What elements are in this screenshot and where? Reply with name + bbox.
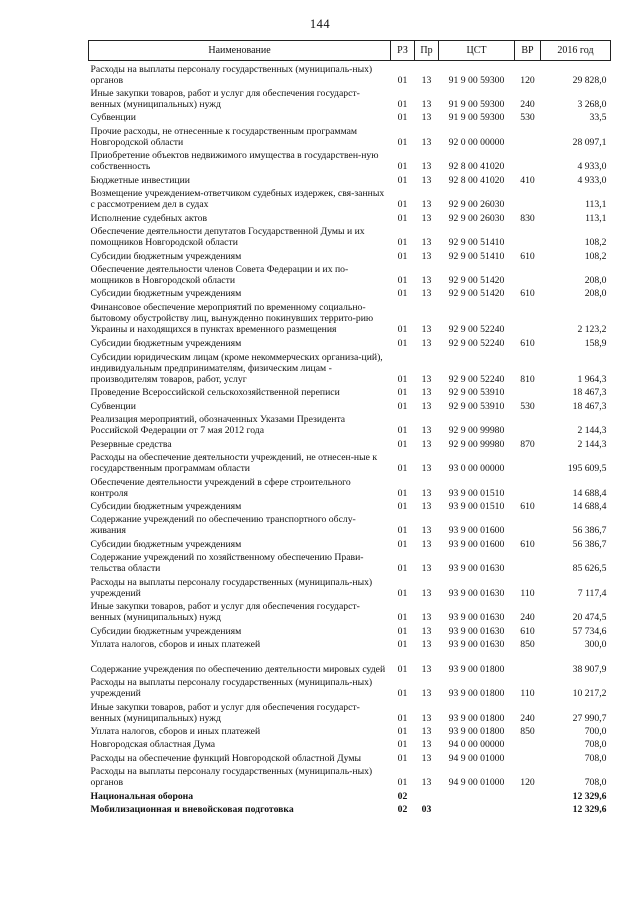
cell-pr: 13: [421, 739, 432, 751]
cell-rz: 01: [397, 250, 408, 262]
cell-name: Расходы на выплаты персоналу государственных (муниципаль-ных) учреждений: [90, 677, 373, 700]
table-row: [89, 650, 611, 675]
cell-sum: 208,0: [584, 275, 607, 287]
cell-cst: 92 9 00 99980: [448, 425, 505, 437]
table-row: [89, 550, 611, 575]
cell-name: Иные закупки товаров, работ и услуг для обеспечения государст-венных (муниципальных) нужд: [90, 701, 360, 724]
cell-rz: 01: [397, 212, 408, 224]
cell-pr: 13: [421, 500, 432, 512]
cell-vr: [515, 385, 541, 398]
cell-rz: 01: [397, 752, 408, 764]
cell-sum: 108,2: [584, 250, 607, 262]
cell-pr: 13: [421, 400, 432, 412]
cell-vr: 610: [520, 337, 535, 349]
cell-vr: 610: [520, 500, 535, 512]
cell-rz: 01: [397, 337, 408, 349]
table-row: [89, 224, 611, 249]
cell-sum: 2 144,3: [577, 438, 607, 450]
cell-pr: 13: [421, 324, 432, 336]
cell-cst: 92 9 00 52240: [448, 324, 505, 336]
cell-rz: 01: [397, 688, 408, 700]
cell-pr: 03: [421, 804, 432, 816]
cell-name: Бюджетные инвестиции: [90, 174, 190, 186]
cell-sum: 4 933,0: [577, 161, 607, 173]
cell-name: Обеспечение деятельности депутатов Государственной Думы и их помощников Новгородской области: [90, 226, 365, 249]
cell-vr: 110: [520, 688, 535, 700]
cell-name: Резервные средства: [90, 438, 172, 450]
cell-name: Иные закупки товаров, работ и услуг для обеспечения государст-венных (муниципальных) нужд: [90, 601, 360, 624]
cell-name: Реализация мероприятий, обозначенных Указами Президента Российской Федерации от 7 мая 2012 года: [90, 414, 346, 437]
cell-rz: 01: [397, 639, 408, 651]
cell-vr: [515, 737, 541, 750]
cell-name: Иные закупки товаров, работ и услуг для обеспечения государст-венных (муниципальных) нужд: [90, 88, 360, 110]
cell-name: Новгородская областная Дума: [90, 739, 216, 751]
cell-rz: 01: [397, 587, 408, 599]
table-row: [89, 148, 611, 173]
cell-pr: [415, 788, 439, 801]
cell-sum: 85 626,5: [572, 563, 607, 575]
cell-rz: 01: [397, 161, 408, 173]
header-vr: ВР: [515, 41, 541, 61]
cell-vr: 850: [520, 639, 535, 651]
cell-rz: 01: [397, 425, 408, 437]
table-row: [89, 724, 611, 737]
cell-rz: 01: [397, 199, 408, 211]
cell-pr: 13: [421, 288, 432, 300]
cell-vr: 530: [520, 400, 535, 412]
cell-vr: 120: [520, 74, 535, 86]
header-pr: Пр: [415, 41, 439, 61]
cell-cst: 92 9 00 26030: [448, 199, 505, 211]
cell-sum: 2 144,3: [577, 425, 607, 437]
cell-pr: 13: [421, 525, 432, 537]
cell-vr: 410: [520, 174, 535, 186]
cell-sum: 708,0: [584, 739, 607, 751]
cell-vr: 870: [520, 438, 535, 450]
cell-vr: [515, 650, 541, 675]
cell-sum: 14 688,4: [572, 500, 607, 512]
cell-vr: [515, 299, 541, 335]
cell-pr: 13: [421, 425, 432, 437]
cell-vr: 240: [520, 99, 535, 110]
cell-pr: 13: [421, 212, 432, 224]
table-row: [89, 210, 611, 223]
cell-pr: 13: [421, 275, 432, 287]
cell-vr: [515, 123, 541, 148]
table-row: [89, 86, 611, 111]
cell-sum: 56 386,7: [572, 525, 607, 537]
table-row: [89, 512, 611, 537]
cell-rz: 01: [397, 500, 408, 512]
cell-rz: 02: [397, 804, 408, 816]
cell-cst: 93 9 00 01510: [448, 500, 505, 512]
cell-vr: [515, 450, 541, 475]
table-row: [89, 286, 611, 299]
cell-sum: 208,0: [584, 288, 607, 300]
cell-name: Содержание учреждений по хозяйственному обеспечению Прави-тельства области: [90, 552, 364, 575]
cell-vr: 610: [520, 538, 535, 550]
cell-cst: 92 9 00 51420: [448, 288, 505, 300]
cell-sum: 300,0: [584, 639, 607, 651]
cell-pr: 13: [421, 438, 432, 450]
cell-rz: 01: [397, 400, 408, 412]
cell-name: Расходы на выплаты персоналу государственных (муниципаль-ных) органов: [90, 766, 373, 789]
cell-cst: 93 0 00 00000: [448, 463, 505, 475]
cell-sum: 14 688,4: [572, 487, 607, 499]
cell-name: Субсидии юридическим лицам (кроме некоммерческих организа-ций), индивидуальным предпринимателям, физическим лицам - производителям товаров, работ, услуг: [90, 351, 383, 385]
cell-name: Субсидии бюджетным учреждениям: [90, 500, 242, 512]
cell-name: Субсидии бюджетным учреждениям: [90, 250, 242, 262]
table-row: [89, 536, 611, 549]
cell-cst: [439, 788, 515, 801]
cell-vr: [515, 802, 541, 815]
cell-pr: 13: [421, 99, 432, 110]
cell-vr: [515, 474, 541, 499]
cell-sum: 158,9: [584, 337, 607, 349]
cell-vr: 120: [520, 777, 535, 789]
cell-rz: 01: [397, 538, 408, 550]
cell-pr: 13: [421, 752, 432, 764]
cell-name: Расходы на обеспечение деятельности учреждений, не отнесен-ные к государственным программам области: [90, 452, 378, 475]
table-row: [89, 788, 611, 801]
cell-sum: 195 609,5: [567, 463, 607, 475]
cell-rz: 01: [397, 725, 408, 737]
cell-pr: 13: [421, 688, 432, 700]
cell-cst: 93 9 00 01510: [448, 487, 505, 499]
table-row: [89, 737, 611, 750]
cell-vr: [515, 186, 541, 211]
cell-sum: 12 329,6: [572, 790, 607, 802]
table-row: [89, 699, 611, 724]
table-row: [89, 802, 611, 815]
page-number: 144: [309, 17, 331, 31]
cell-name: Обеспечение деятельности членов Совета Федерации и их по-мощников в Новгородской области: [90, 264, 349, 287]
cell-cst: 93 9 00 01800: [448, 712, 505, 724]
table-row: [89, 412, 611, 437]
cell-sum: 33,5: [589, 112, 607, 124]
table-row: [89, 574, 611, 599]
cell-sum: 4 933,0: [577, 174, 607, 186]
cell-pr: 13: [421, 487, 432, 499]
table-row: [89, 637, 611, 650]
cell-pr: 13: [421, 663, 432, 675]
cell-pr: 13: [421, 625, 432, 637]
cell-rz: 01: [397, 387, 408, 399]
table-row: [89, 398, 611, 411]
cell-pr: 13: [421, 612, 432, 624]
cell-name: Проведение Всероссийской сельскохозяйственной переписи: [90, 387, 340, 399]
cell-name: Уплата налогов, сборов и иных платежей: [90, 725, 261, 737]
cell-name: Национальная оборона: [90, 790, 194, 802]
cell-pr: 13: [421, 74, 432, 86]
cell-vr: [515, 750, 541, 763]
cell-pr: 13: [421, 199, 432, 211]
cell-cst: 93 9 00 01630: [448, 587, 505, 599]
cell-pr: 13: [421, 373, 432, 385]
cell-pr: 13: [421, 136, 432, 148]
table-row: [89, 110, 611, 123]
cell-cst: 92 9 00 99980: [448, 438, 505, 450]
table-row: [89, 599, 611, 624]
cell-sum: 56 386,7: [572, 538, 607, 550]
cell-name: Субсидии бюджетным учреждениям: [90, 538, 242, 550]
table-row: [89, 262, 611, 287]
table-row: [89, 474, 611, 499]
table-row: [89, 764, 611, 789]
cell-cst: 93 9 00 01630: [448, 563, 505, 575]
cell-name: Расходы на выплаты персоналу государственных (муниципаль-ных) органов: [90, 63, 373, 86]
cell-sum: 108,2: [584, 237, 607, 249]
cell-name: Исполнение судебных актов: [90, 212, 208, 224]
cell-sum: 27 990,7: [572, 712, 607, 724]
header-year: 2016 год: [541, 41, 611, 61]
cell-pr: 13: [421, 387, 432, 399]
cell-rz: 01: [397, 324, 408, 336]
cell-pr: 13: [421, 639, 432, 651]
cell-rz: 01: [397, 275, 408, 287]
cell-cst: 94 0 00 00000: [448, 739, 505, 751]
cell-sum: 708,0: [584, 777, 607, 789]
cell-sum: 12 329,6: [572, 804, 607, 816]
cell-vr: 610: [520, 625, 535, 637]
cell-rz: 01: [397, 99, 408, 110]
cell-rz: 01: [397, 663, 408, 675]
cell-rz: 01: [397, 174, 408, 186]
cell-name: Финансовое обеспечение мероприятий по временному социально-бытовому обустройству лиц, вынужденно покинувших террито-рию Украины и находящихся в пунктах временного размещения: [90, 302, 374, 336]
cell-name: Уплата налогов, сборов и иных платежей: [90, 639, 261, 651]
cell-name: Прочие расходы, не отнесенные к государственным программам Новгородской области: [90, 125, 358, 148]
cell-pr: 13: [421, 237, 432, 249]
cell-name: Субвенции: [90, 112, 136, 124]
cell-rz: 01: [397, 525, 408, 537]
table-row: [89, 172, 611, 185]
cell-rz: 01: [397, 487, 408, 499]
cell-name: Содержание учреждения по обеспечению деятельности мировых судей: [90, 663, 386, 675]
cell-name: Мобилизационная и вневойсковая подготовка: [90, 804, 294, 816]
cell-vr: 830: [520, 212, 535, 224]
cell-sum: 113,1: [585, 212, 607, 224]
cell-cst: 93 9 00 01800: [448, 688, 505, 700]
cell-name: Расходы на выплаты персоналу государственных (муниципаль-ных) учреждений: [90, 576, 373, 599]
header-rz: РЗ: [391, 41, 415, 61]
cell-pr: 13: [421, 161, 432, 173]
table-row: [89, 349, 611, 385]
cell-vr: 610: [520, 250, 535, 262]
cell-sum: 28 097,1: [572, 136, 607, 148]
cell-vr: [515, 512, 541, 537]
cell-rz: 01: [397, 74, 408, 86]
cell-rz: 01: [397, 739, 408, 751]
cell-vr: [515, 788, 541, 801]
table-row: [89, 675, 611, 700]
cell-vr: 530: [520, 112, 535, 124]
cell-rz: 01: [397, 712, 408, 724]
cell-sum: 700,0: [584, 725, 607, 737]
table-row: [89, 299, 611, 335]
cell-rz: 01: [397, 438, 408, 450]
cell-vr: 850: [520, 725, 535, 737]
cell-vr: 610: [520, 288, 535, 300]
header-name: Наименование: [89, 41, 391, 61]
cell-name: Субвенции: [90, 400, 136, 412]
cell-pr: 13: [421, 337, 432, 349]
cell-sum: 18 467,3: [572, 387, 607, 399]
cell-name: Обеспечение деятельности учреждений в сфере строительного контроля: [90, 476, 351, 499]
table-row: [89, 61, 611, 86]
table-body: [89, 61, 611, 816]
cell-pr: 13: [421, 725, 432, 737]
cell-rz: 01: [397, 237, 408, 249]
cell-cst: 94 9 00 01000: [448, 752, 505, 764]
cell-sum: 708,0: [584, 752, 607, 764]
cell-vr: [515, 550, 541, 575]
table-row: [89, 335, 611, 348]
table-row: [89, 123, 611, 148]
cell-pr: 13: [421, 712, 432, 724]
cell-cst: 93 9 00 01800: [448, 725, 505, 737]
cell-rz: 01: [397, 112, 408, 124]
cell-rz: 01: [397, 136, 408, 148]
cell-name: Субсидии бюджетным учреждениям: [90, 625, 242, 637]
cell-vr: 110: [520, 587, 535, 599]
cell-vr: 810: [520, 373, 535, 385]
cell-pr: 13: [421, 777, 432, 789]
table-row: [89, 385, 611, 398]
cell-name: Приобретение объектов недвижимого имущества в государствен-ную собственность: [90, 150, 379, 173]
cell-name: Субсидии бюджетным учреждениям: [90, 288, 242, 300]
cell-pr: 13: [421, 112, 432, 124]
cell-cst: 92 9 00 51410: [448, 237, 505, 249]
cell-cst: 91 9 00 59300: [448, 99, 505, 110]
cell-vr: [515, 148, 541, 173]
cell-cst: 92 0 00 00000: [448, 136, 505, 148]
cell-pr: 13: [421, 587, 432, 599]
table-row: [89, 186, 611, 211]
cell-sum: 57 734,6: [572, 625, 607, 637]
cell-cst: 92 9 00 52240: [448, 337, 505, 349]
cell-vr: [515, 412, 541, 437]
table-row: [89, 623, 611, 636]
cell-cst: 93 9 00 01800: [448, 663, 505, 675]
cell-pr: 13: [421, 463, 432, 475]
cell-cst: 93 9 00 01630: [448, 625, 505, 637]
table-header-row: [89, 41, 611, 61]
cell-name: Содержание учреждений по обеспечению транспортного обслу-живания: [90, 514, 356, 537]
cell-cst: 92 9 00 51420: [448, 275, 505, 287]
cell-sum: 7 117,4: [577, 587, 607, 599]
cell-rz: 01: [397, 288, 408, 300]
cell-cst: 93 9 00 01630: [448, 612, 505, 624]
cell-cst: 92 9 00 51410: [448, 250, 505, 262]
cell-sum: 3 268,0: [577, 99, 607, 110]
cell-cst: 92 8 00 41020: [448, 174, 505, 186]
cell-name: Расходы на обеспечение функций Новгородской областной Думы: [90, 752, 361, 764]
table-row: [89, 450, 611, 475]
cell-pr: 13: [421, 250, 432, 262]
cell-cst: 92 9 00 53910: [448, 387, 505, 399]
cell-sum: 18 467,3: [572, 400, 607, 412]
cell-pr: 13: [421, 563, 432, 575]
budget-table: [88, 40, 611, 815]
cell-cst: [439, 802, 515, 815]
cell-rz: 02: [397, 790, 408, 802]
cell-pr: 13: [421, 538, 432, 550]
cell-rz: 01: [397, 563, 408, 575]
cell-vr: 240: [520, 712, 535, 724]
cell-cst: 92 9 00 52240: [448, 373, 505, 385]
cell-rz: 01: [397, 373, 408, 385]
cell-cst: 93 9 00 01630: [448, 639, 505, 651]
table-row: [89, 436, 611, 449]
cell-cst: 91 9 00 59300: [448, 112, 505, 124]
cell-rz: 01: [397, 625, 408, 637]
cell-name: Субсидии бюджетным учреждениям: [90, 337, 242, 349]
cell-rz: 01: [397, 777, 408, 789]
cell-cst: 92 9 00 26030: [448, 212, 505, 224]
cell-rz: 01: [397, 612, 408, 624]
cell-cst: 93 9 00 01600: [448, 538, 505, 550]
cell-cst: 94 9 00 01000: [448, 777, 505, 789]
cell-cst: 91 9 00 59300: [448, 74, 505, 86]
cell-vr: [515, 262, 541, 287]
cell-vr: 240: [520, 612, 535, 624]
cell-vr: [515, 224, 541, 249]
cell-pr: 13: [421, 174, 432, 186]
cell-sum: 1 964,3: [577, 373, 607, 385]
cell-sum: 29 828,0: [572, 74, 607, 86]
cell-cst: 93 9 00 01600: [448, 525, 505, 537]
cell-sum: 10 217,2: [572, 688, 607, 700]
header-cst: ЦСТ: [439, 41, 515, 61]
cell-sum: 38 907,9: [572, 663, 607, 675]
cell-sum: 113,1: [585, 199, 607, 211]
cell-name: Возмещение учреждением-ответчиком судебных издержек, свя-занных с рассмотрением дел в судах: [90, 188, 385, 211]
cell-sum: 20 474,5: [572, 612, 607, 624]
cell-sum: 2 123,2: [577, 324, 607, 336]
cell-cst: 92 8 00 41020: [448, 161, 505, 173]
table-row: [89, 750, 611, 763]
cell-rz: 01: [397, 463, 408, 475]
cell-cst: 92 9 00 53910: [448, 400, 505, 412]
table-row: [89, 499, 611, 512]
table-row: [89, 248, 611, 261]
